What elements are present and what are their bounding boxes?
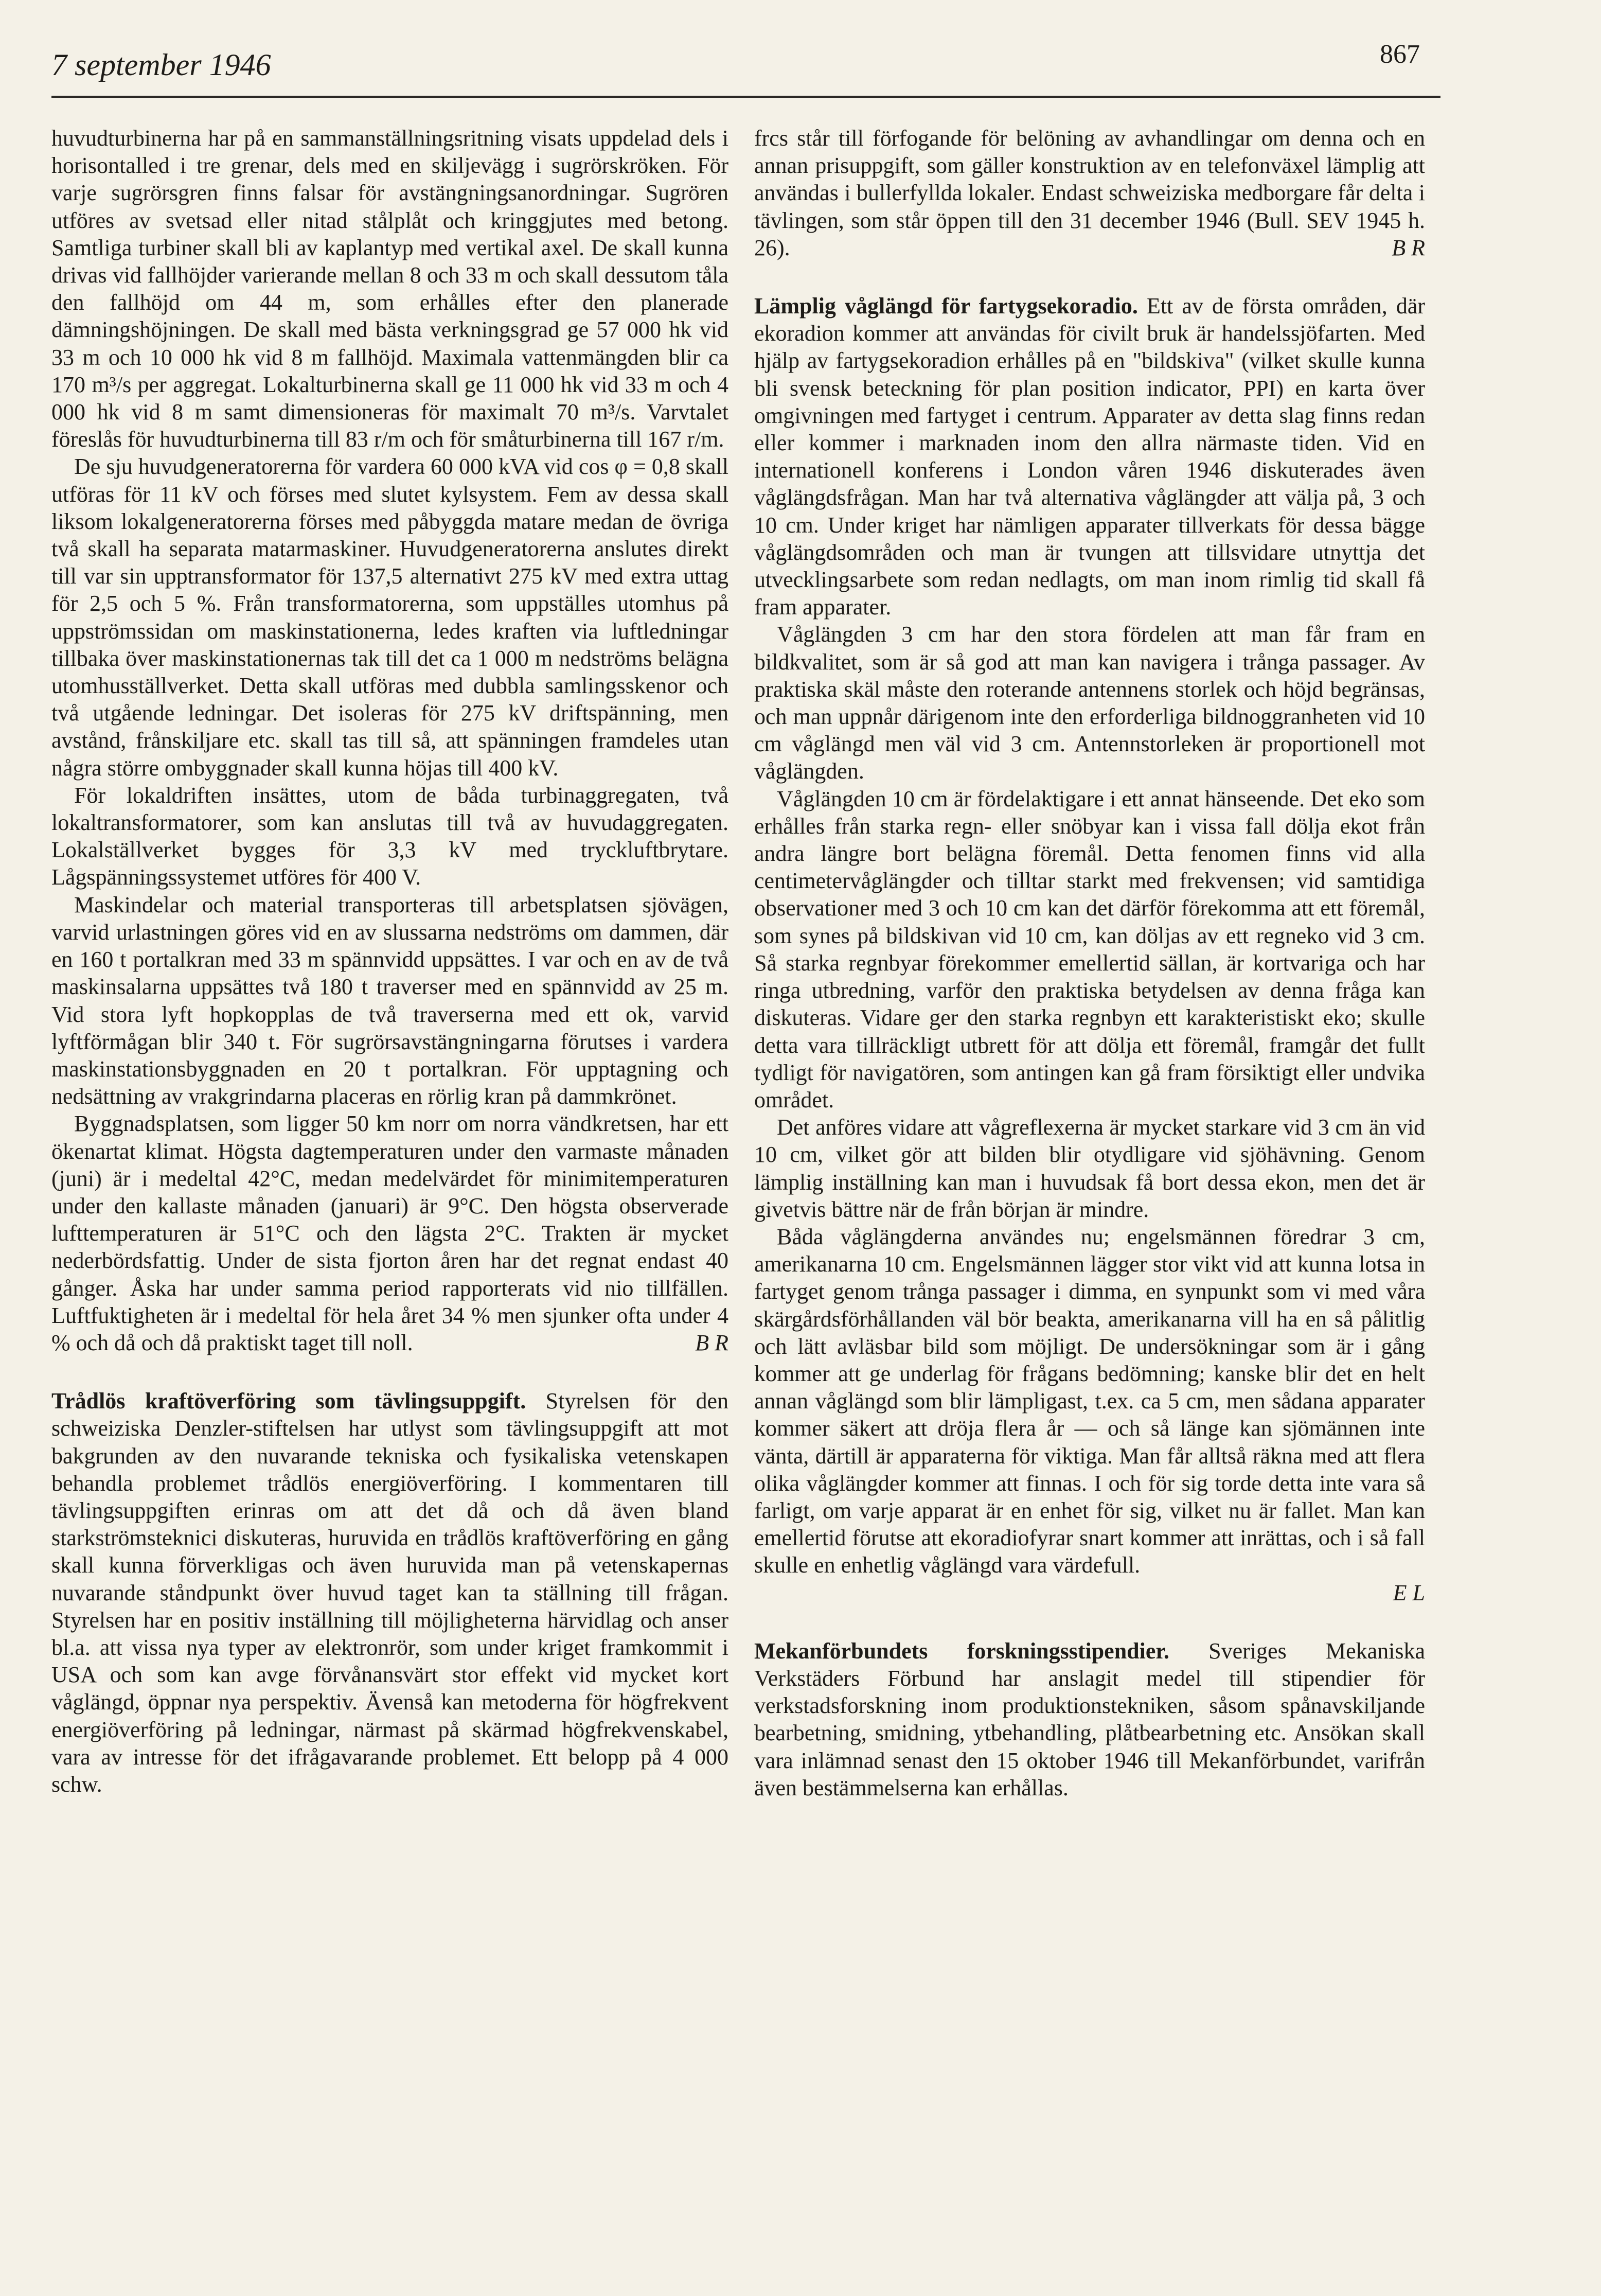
wireless-signature: B R [1392, 235, 1425, 260]
wireless-continuation [754, 125, 1425, 261]
wireless-continuation-text: frcs står till förfogande för belöning av avhandlingar om denna och en annan prisuppgift, som gäller konstruktion av en telefonväxel lämplig att användas i bullerfyllda lokaler. Endast schweiziska medborgare får delta i tävlingen, som står öppen till den 31 december 1946 (Bull. SEV 1945 h. 26). [754, 126, 1425, 260]
page-number: 867 [1380, 40, 1420, 69]
issue-date: 7 september 1946 [51, 48, 271, 82]
right-column [754, 125, 1425, 1802]
radar-paragraph-3: Våglängden 10 cm är fördelaktigare i ett annat hänseende. Det eko som erhålles från starka regn- eller snöbyar kan i vissa fall dölja ekot från andra längre bort belägna föremål. Detta fenomen finns vid alla centimetervåglängder och tilltar starkt med frekvensen; vid samtidiga observationer med 3 och 10 cm kan det därför förekomma att ett föremål, som synes på bildskivan vid 10 cm, kan döljas av ett regneko vid 3 cm. Så starka regnbyar förekommer emellertid sällan, är kortvariga och har ringa utbredning, varför den praktiska betydelsen av denna fråga kan diskuteras. Vidare ger den starka regnbyn ett karakteristiskt eko; skulle detta vara tillräckligt utbrett för att dölja ett föremål, framgår det fullt tydligt för navigatören, som antingen kan gå fram försiktigt eller undvika området. [754, 786, 1425, 1112]
mekan-body: Sveriges Mekaniska Verkstäders Förbund har anslagit medel till stipendier för verkstadsforskning inom produktionstekniken, såsom spånavskiljande bearbetning, smidning, ytbehandling, plåtbearbetning etc. Ansökan skall vara inlämnad senast den 15 oktober 1946 till Mekanförbundet, varifrån även bestämmelserna kan erhållas. [754, 1638, 1426, 1800]
radar-paragraph-1 [754, 292, 1425, 621]
left-column [51, 125, 728, 1798]
turbine-signature: B R [695, 1330, 728, 1355]
header-rule [51, 96, 1440, 98]
wireless-article [51, 1387, 728, 1798]
radar-paragraph-2: Våglängden 3 cm har den stora fördelen att man får fram en bildkvalitet, som är så god att man kan navigera i trånga passager. Av praktiska skäl måste den roterande antennens storlek och höjd begränsas, och man uppnår därigenom inte den erforderliga bildnoggranheten vid 10 cm våglängd men väl vid 3 cm. Antennstorleken är proportionell mot våglängden. [754, 622, 1425, 784]
radar-paragraph-1-text: Ett av de första områden, där ekoradion kommer att användas för civilt bruk är handelssjöfarten. Med hjälp av fartygsekoradion erhålles på en "bildskiva" (vilket skulle kunna bli svensk beteckning för plan position indicator, PPI) en karta över omgivningen med fartyget i centrum. Apparater av detta slag finns redan eller kommer i marknaden inom den allra närmaste tiden. Vid en internationell konferens i London våren 1946 diskuterades även våglängdsfrågan. Man har två alternativa våglängder att välja på, 3 och 10 cm. Under kriget har nämligen apparater tillverkats för dessa bägge våglängdsområden och man är tvungen att tillsvidare utnyttja det utvecklingsarbete som redan nedlagts, om man inom rimlig tid skall få fram apparater. [754, 293, 1426, 620]
wireless-body: Styrelsen för den schweiziska Denzler-stiftelsen har utlyst som tävlingsuppgift att mot bakgrunden av den nuvarande tekniska och fysikaliska vetenskapen behandla problemet trådlös energiöverföring. I kommentaren till tävlingsuppgiften erinras om att det då och då även bland starkströmsteknici diskuteras, huruvida en trådlös kraftöverföring en gång skall kunna förverkligas och även huruvida man på vetenskapernas nuvarande ståndpunkt över huvud taget kan ta ställning till frågan. Styrelsen har en positiv inställning till möjligheterna härvidlag och anser bl.a. att vissa nya typer av elektronrör, som under kriget framkommit i USA och som kan avge förvånansvärt stor effekt vid mycket kort våglängd, öppnar nya perspektiv. Ävenså kan metoderna för högfrekvent energiöverföring på ledningar, närmast på skärmad högfrekvenskabel, vara av intresse för det ifrågavarande problemet. Ett belopp på 4 000 schw. [51, 1388, 728, 1797]
radar-signature: E L [1393, 1580, 1425, 1605]
turbine-paragraph-1: huvudturbinerna har på en sammanställningsritning visats uppdelad dels i horisontalled i tre grenar, dels med en skiljevägg i sugrörskröken. För varje sugrörsgren finns falsar för avstängningsanordningar. Sugrören utföres av svetsad eller nitad stålplåt och kringgjutes med betong. Samtliga turbiner skall bli av kaplantyp med vertikal axel. De skall kunna drivas vid fallhöjder varierande mellan 8 och 33 m och skall dessutom tåla den fallhöjd om 44 m, som erhålles efter den planerade dämningshöjningen. De skall med bästa verkningsgrad ge 57 000 hk vid 33 m och 10 000 hk vid 8 m fallhöjd. Maximala vattenmängden blir ca 170 m³/s per aggregat. Lokalturbinerna skall ge 11 000 hk vid 33 m och 4 000 hk vid 8 m samt dimensioneras för maximalt 70 m³/s. Varvtalet föreslås för huvudturbinerna till 83 r/m och för småturbinerna till 167 r/m. [51, 126, 728, 452]
mekan-article [754, 1637, 1425, 1802]
wireless-heading: Trådlös kraftöverföring som tävlingsuppgift. [51, 1388, 526, 1414]
turbine-paragraph-4: Maskindelar och material transporteras till arbetsplatsen sjövägen, varvid urlastningen göres vid en av slussarna nedströms om dammen, där en 160 t portalkran med 33 m spännvidd uppsättes. I var och en av de två maskinsalarna uppsättes två 180 t traverser med en spännvidd av 25 m. Vid stora lyft hopkopplas de två traverserna med ett ok, varvid lyftförmågan blir 340 t. För sugrörsavstängningarna förutses i vardera maskinstationsbyggnaden en 20 t portalkran. För upptagning och nedsättning av vrakgrindarna placeras en rörlig kran på dammkrönet. [51, 892, 728, 1109]
turbine-paragraph-5-text: Byggnadsplatsen, som ligger 50 km norr om norra vändkretsen, har ett ökenartat klimat. Högsta dagtemperaturen under den varmaste månaden (juni) är i medeltal 42°C, medan medelvärdet för minimitemperaturen under den kallaste månaden (januari) är 9°C. Den högsta observerade lufttemperaturen är 51°C och den lägsta 2°C. Trakten är mycket nederbördsfattig. Under de sista fjorton åren har det regnat endast 40 gånger. Åska har under samma period rapporterats vid nio tillfällen. Luftfuktigheten är i medeltal för hela året 34 % men sjunker ofta under 4 % och då och då praktiskt taget till noll. [51, 1111, 728, 1355]
radar-paragraph-5: Båda våglängderna användes nu; engelsmännen föredrar 3 cm, amerikanarna 10 cm. Engelsmännen lägger stor vikt vid att kunna lotsa in fartyget genom trånga passager i dimma, en synpunkt som vi med våra skärgårdsförhållanden väl bör beakta, amerikanarna vill ha en så pålitlig och lätt avläsbar bild som möjligt. De undersökningar som är i gång kommer att ge underlag för frågans bedömning; kanske blir det en helt annan våglängd som blir lämpligast, t.ex. ca 5 cm, men sådana apparater kommer säkert att dröja flera år — och så länge kan sjömännen inte vänta, därtill är apparaterna för viktiga. Man får alltså räkna med att flera olika våglängder kommer att finnas. I och för sig torde detta inte vara så farligt, om varje apparat är en enhet för sig, vilket nu är fallet. Man kan emellertid förutse att ekoradiofyrar snart kommer att inrättas, och i så fall skulle en enhetlig våglängd vara värdefull. [754, 1224, 1425, 1578]
radar-heading: Lämplig våglängd för fartygsekoradio. [754, 293, 1138, 319]
turbine-paragraph-2: De sju huvudgeneratorerna för vardera 60 000 kVA vid cos φ = 0,8 skall utföras för 11 kV och förses med slutet kylsystem. Fem av dessa skall liksom lokalgeneratorerna förses med påbyggda matare medan de övriga två skall ha separata matarmaskiner. Huvudgeneratorerna anslutes direkt till var sin upptransformator för 137,5 alternativt 275 kV med extra uttag för 2,5 och 5 %. Från transformatorerna, som uppställes utomhus på uppströmssidan om maskinstationerna, ledes kraften via luftledningar tillbaka över maskinstationernas tak till det ca 1 000 m nedströms belägna utomhusställverket. Detta skall utföras med dubbla samlingsskenor och två utgående ledningar. Det isoleras för 275 kV driftspänning, men avstånd, frånskiljare etc. skall tas till så, att spänningen framdeles utan några större ombyggnader skall kunna höjas till 400 kV. [51, 454, 728, 781]
turbine-paragraph-5 [51, 1110, 728, 1356]
mekan-heading: Mekanförbundets forskningsstipendier. [754, 1638, 1169, 1664]
turbine-paragraph-3: För lokaldriften insättes, utom de båda turbinaggregaten, två lokaltransformatorer, som kan anslutas till två av huvudaggregaten. Lokalställverket bygges för 3,3 kV med tryckluftbrytare. Lågspänningssystemet utföres för 400 V. [51, 782, 728, 890]
radar-paragraph-4: Det anföres vidare att vågreflexerna är mycket starkare vid 3 cm än vid 10 cm, vilket gör att bilden blir otydligare vid sjöhävning. Genom lämplig inställning kan man i huvudsak få bort dessa ekon, men det är givetvis bättre när de från början är mindre. [754, 1115, 1425, 1222]
